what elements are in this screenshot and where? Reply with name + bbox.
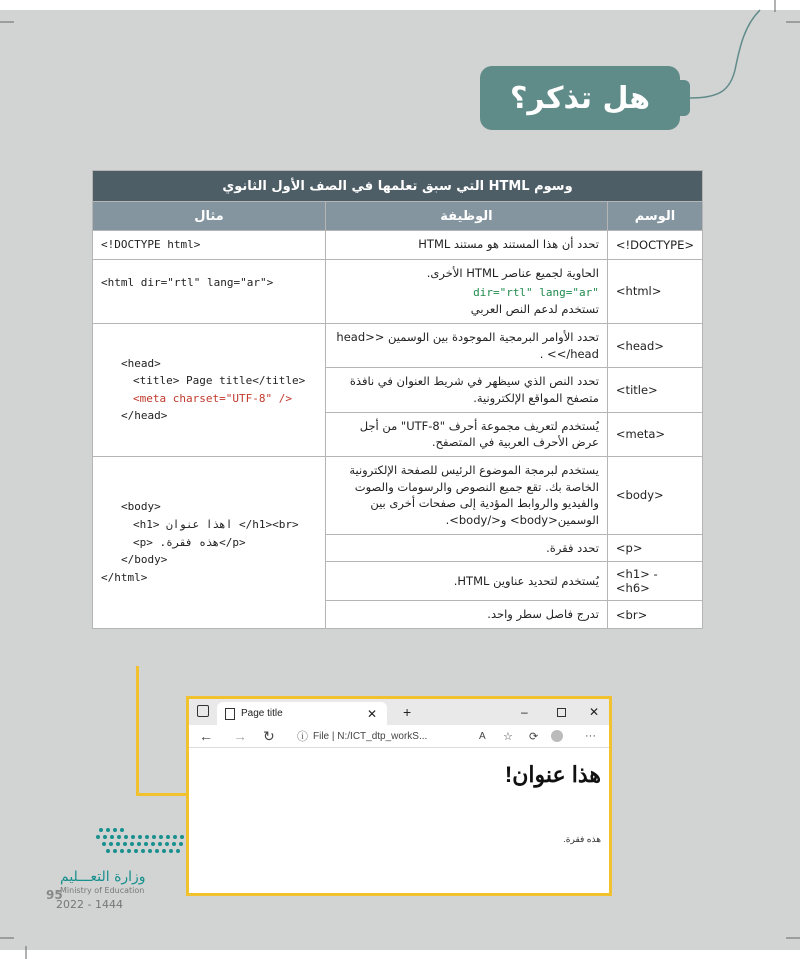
more-icon[interactable]: ··· <box>585 730 596 742</box>
example-cell <box>93 456 326 628</box>
ministry-name-ar: وزارة التعـــليم <box>60 869 146 885</box>
table-row <box>93 259 703 323</box>
header-function: الوظيفة <box>325 202 607 231</box>
function-cell: تحدد الأوامر البرمجية الموجودة بين الوسمين <head> </head> . <box>325 323 607 367</box>
function-cell: يُستخدم لتعريف مجموعة أحرف "UTF-8" من أجل عرض الأحرف العربية في المتصفح. <box>325 412 607 456</box>
new-tab-icon[interactable]: + <box>403 704 412 720</box>
remember-title: هل تذكر؟ <box>480 66 680 130</box>
code-line: </html> <box>101 570 148 584</box>
minimize-icon[interactable]: – <box>521 705 528 719</box>
function-line: تستخدم لدعم النص العربي <box>470 302 599 317</box>
connector-line <box>136 793 188 796</box>
example-cell: <!DOCTYPE html> <box>93 231 326 260</box>
header-tag: الوسم <box>607 202 702 231</box>
tag-cell: <head> <box>607 323 702 367</box>
code-line: <title> Page title</title> <box>133 374 306 388</box>
read-aloud-icon[interactable]: A <box>479 730 486 742</box>
code-line: <h1> اهذا عنوان </h1><br> <box>133 518 299 532</box>
function-cell: تحدد النص الذي سيظهر في شريط العنوان في نافذة متصفح المواقع الإلكترونية. <box>325 368 607 412</box>
table-row <box>93 456 703 534</box>
browser-window <box>186 696 612 896</box>
extensions-icon[interactable]: ⟳ <box>529 730 539 743</box>
code-line: </body> <box>121 553 168 567</box>
browser-tab[interactable] <box>217 702 387 725</box>
info-icon[interactable]: ⓘ <box>297 731 308 743</box>
function-cell <box>325 259 607 323</box>
tag-cell: <br> <box>607 601 702 629</box>
code-line: <meta charset="UTF-8" /> <box>133 391 292 405</box>
table-caption: وسوم HTML التي سبق تعلمها في الصف الأول الثانوي <box>93 171 703 202</box>
back-icon[interactable]: ← <box>199 728 213 744</box>
code-line: <p> .هذه فقرة</p> <box>133 535 246 549</box>
code-line: <body> <box>121 500 161 514</box>
browser-content <box>189 748 609 888</box>
tag-cell: <p> <box>607 534 702 562</box>
code-line: </head> <box>121 409 168 423</box>
tab-actions-icon[interactable] <box>197 705 209 717</box>
close-tab-icon[interactable]: ✕ <box>366 706 377 721</box>
tag-cell: <title> <box>607 368 702 412</box>
function-line: الحاوية لجميع عناصر HTML الأخرى. <box>426 265 599 280</box>
close-window-icon[interactable]: ✕ <box>589 705 600 719</box>
table-row <box>93 231 703 260</box>
year-label: 2022 - 1444 <box>56 898 123 911</box>
function-cell: تحدد فقرة. <box>325 534 607 562</box>
rendered-paragraph: هذه فقرة. <box>563 834 601 844</box>
function-cell: تحدد أن هذا المستند هو مستند HTML <box>325 231 607 260</box>
refresh-icon[interactable]: ↻ <box>263 727 275 744</box>
function-code: dir="rtl" lang="ar" <box>473 286 599 300</box>
rendered-heading: هذا عنوان! <box>504 762 601 787</box>
maximize-icon[interactable] <box>557 708 566 717</box>
favorite-icon[interactable]: ☆ <box>503 730 513 743</box>
function-cell: يستخدم لبرمجة الموضوع الرئيس للصفحة الإلكترونية الخاصة بك. تقع جميع النصوص والرسومات والصوت والفيديو والروابط المؤدية إلى صفحات أخرى بين الوسمين<body> و</body>. <box>325 456 607 534</box>
connector-line <box>136 666 139 796</box>
profile-icon[interactable] <box>551 730 563 742</box>
address-bar <box>189 725 609 748</box>
page-number: 95 <box>46 888 63 902</box>
tab-bar <box>189 699 609 725</box>
function-cell: تدرج فاصل سطر واحد. <box>325 601 607 629</box>
tag-cell: <html> <box>607 259 702 323</box>
code-line: <head> <box>121 356 161 370</box>
example-cell: <html dir="rtl" lang="ar"> <box>93 259 326 323</box>
ministry-name-en: Ministry of Education <box>60 886 145 895</box>
tag-cell: <meta> <box>607 412 702 456</box>
header-example: مثال <box>93 202 326 231</box>
function-cell: يُستخدم لتحديد عناوين HTML. <box>325 562 607 601</box>
tag-cell: <body> <box>607 456 702 534</box>
table-row <box>93 323 703 367</box>
address-text[interactable]: File | N:/ICT_dtp_workS... <box>313 730 428 742</box>
tag-cell: <h1> - <h6> <box>607 562 702 601</box>
page-icon <box>225 708 235 720</box>
tag-cell: <!DOCTYPE> <box>607 231 702 260</box>
example-cell <box>93 323 326 456</box>
tab-title: Page title <box>241 708 283 719</box>
html-tags-table <box>92 170 703 629</box>
forward-icon[interactable]: → <box>233 728 247 744</box>
